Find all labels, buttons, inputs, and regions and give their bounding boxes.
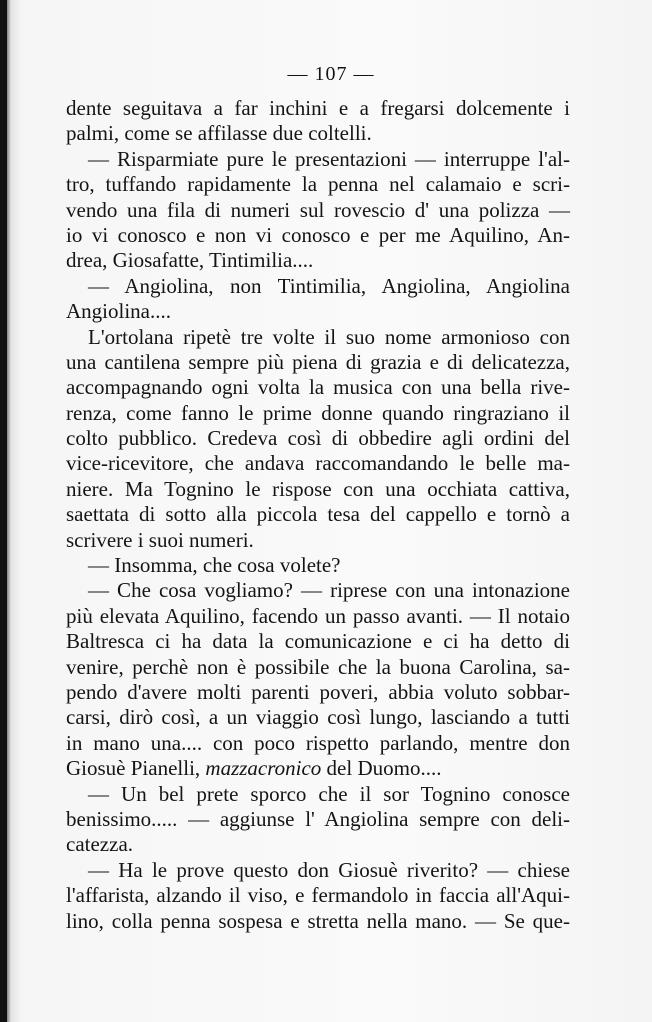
text-line: carsi, dirò così, a un viaggio così lungo, lasciando a tutti bbox=[66, 705, 570, 730]
text-line: più elevata Aquilino, facendo un passo avanti. — Il notaio bbox=[66, 603, 570, 628]
text-line: vice-ricevitore, che andava raccomandando le belle ma- bbox=[66, 451, 570, 476]
text-line: palmi, come se affilasse due coltelli. bbox=[66, 121, 372, 146]
text-line: — Che cosa vogliamo? — riprese con una intonazione bbox=[88, 578, 570, 603]
italic-word: mazzacronico bbox=[205, 756, 322, 781]
text-line: Angiolina.... bbox=[66, 299, 171, 324]
text-line: venire, perchè non è possibile che la buona Carolina, sa- bbox=[66, 654, 570, 679]
body-text bbox=[66, 96, 570, 934]
text-line bbox=[66, 756, 570, 781]
text-line: L'ortolana ripetè tre volte il suo nome armonioso con bbox=[88, 324, 570, 349]
text-line: saettata di sotto alla piccola tesa del cappello e tornò a bbox=[66, 502, 570, 527]
text-line: colto pubblico. Credeva così di obbedire agli ordini del bbox=[66, 426, 570, 451]
page-number: — 107 — bbox=[287, 63, 375, 85]
text-segment: Giosuè Pianelli, bbox=[66, 756, 206, 781]
text-line: l'affarista, alzando il viso, e fermandolo in faccia all'Aqui- bbox=[66, 883, 570, 908]
text-line: Baltresca ci ha data la comunicazione e ci ha detto di bbox=[66, 629, 570, 654]
text-line: dente seguitava a far inchini e a fregarsi dolcemente i bbox=[66, 96, 570, 120]
text-line: niere. Ma Tognino le rispose con una occhiata cattiva, bbox=[66, 476, 570, 501]
text-line: io vi conosco e non vi conosco e per me Aquilino, An- bbox=[66, 222, 570, 247]
text-line: — Angiolina, non Tintimilia, Angiolina, Angiolina bbox=[88, 273, 570, 298]
text-line: una cantilena sempre più piena di grazia e di delicatezza, bbox=[66, 349, 570, 374]
text-line: pendo d'avere molti parenti poveri, abbia voluto sobbar- bbox=[66, 679, 570, 704]
text-line: vendo una fila di numeri sul rovescio d' una polizza — bbox=[66, 197, 570, 222]
text-line: in mano una.... con poco rispetto parlando, mentre don bbox=[66, 730, 570, 755]
text-line: benissimo..... — aggiunse l' Angiolina sempre con deli- bbox=[66, 806, 570, 831]
text-line: — Un bel prete sporco che il sor Tognino conosce bbox=[88, 781, 570, 806]
text-line: drea, Giosafatte, Tintimilia.... bbox=[66, 248, 314, 273]
text-line: catezza. bbox=[66, 832, 134, 857]
text-line: renza, come fanno le prime donne quando ringraziano il bbox=[66, 400, 570, 425]
text-line: — Insomma, che cosa volete? bbox=[88, 553, 341, 578]
text-line: — Risparmiate pure le presentazioni — interruppe l'al- bbox=[88, 146, 570, 171]
text-line: tro, tuffando rapidamente la penna nel calamaio e scri- bbox=[66, 172, 570, 197]
text-line: accompagnando ogni volta la musica con una bella rive- bbox=[66, 375, 570, 400]
text-line: — Ha le prove questo don Giosuè riverito? — chiese bbox=[88, 857, 570, 882]
page-gutter-shadow bbox=[0, 0, 7, 1022]
text-line: lino, colla penna sospesa e stretta nella mano. — Se que- bbox=[66, 908, 570, 933]
text-line: scrivere i suoi numeri. bbox=[66, 527, 254, 552]
text-segment: del Duomo.... bbox=[321, 756, 442, 781]
